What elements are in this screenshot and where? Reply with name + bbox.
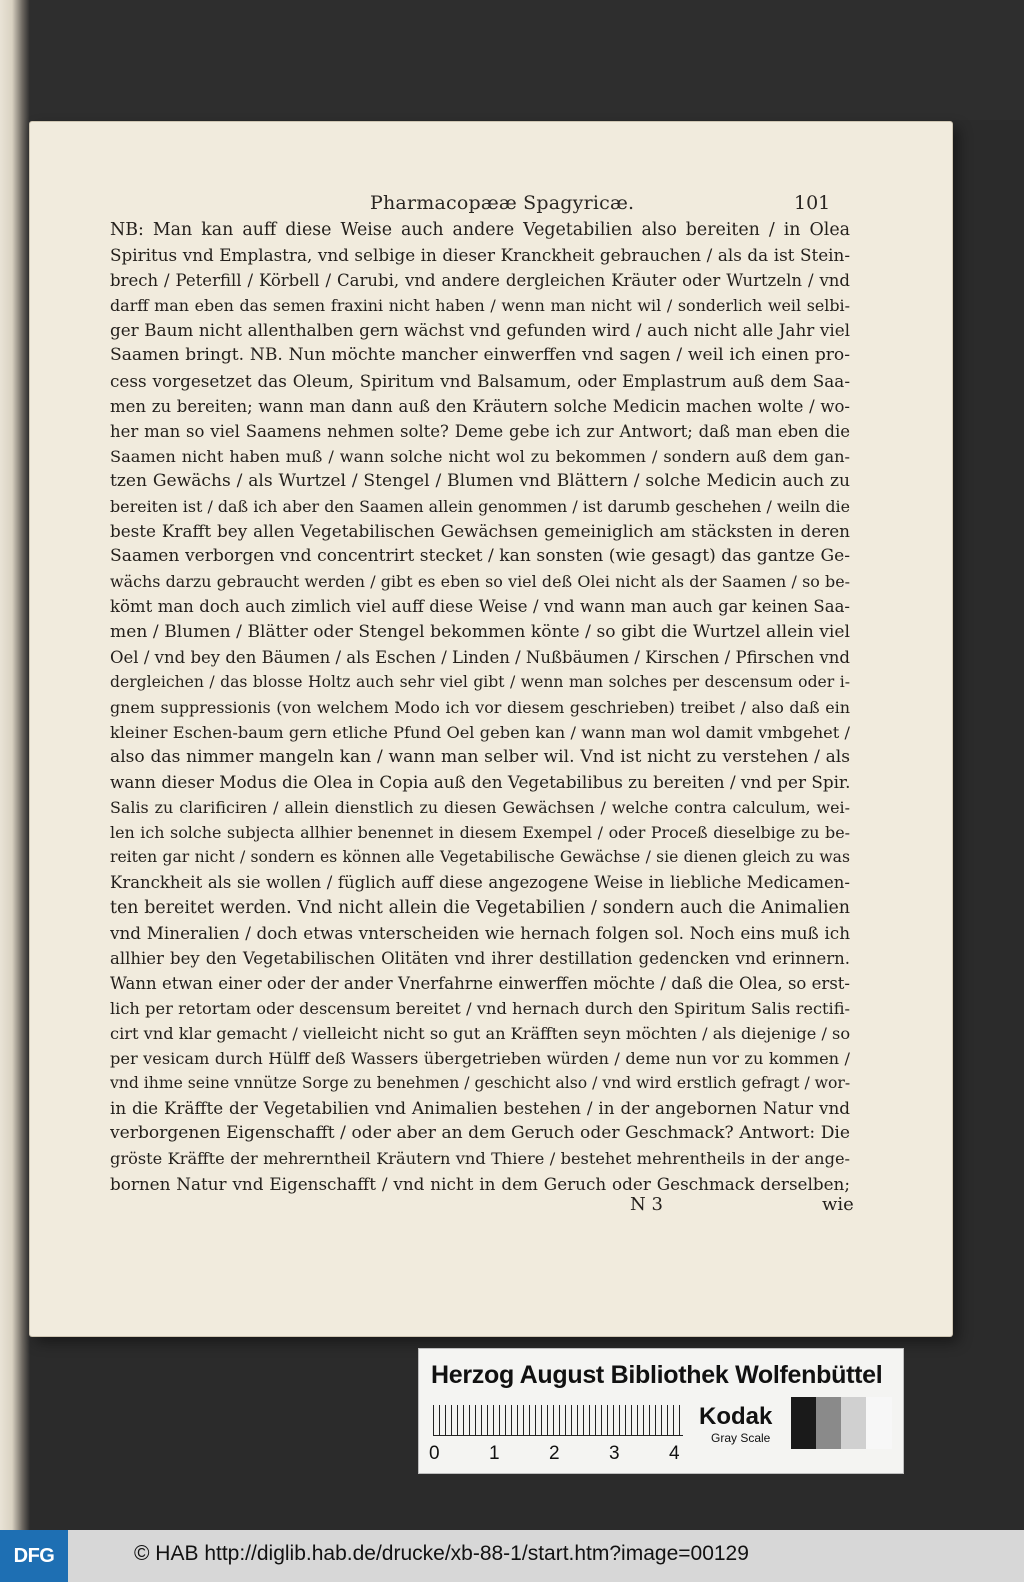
text-line: vnd ihme seine vnnütze Sorge zu benehmen / geschicht also / vnd wird erstlich gefragt / wor- [110,1074,850,1093]
text-line: tzen Gewächs / als Wurtzel / Stengel / Blumen vnd Blättern / solche Medicin auch zu [110,470,850,491]
text-line: len ich solche subjecta allhier benennet in diesem Exempel / oder Proceß dieselbige zu be- [110,823,850,843]
text-line: in die Kräffte der Vegetabilien vnd Animalien bestehen / in der angebornen Natur vnd [110,1098,850,1119]
text-line: gnem suppressionis (von welchem Modo ich vor diesem geschrieben) treibet / also daß ein [110,697,850,717]
text-line: brech / Peterfill / Körbell / Carubi, vnd andere dergleichen Kräuter oder Wurtzeln / vnd [110,271,850,291]
copyright-link[interactable]: © HAB http://diglib.hab.de/drucke/xb-88-1/start.htm?image=00129 [134,1542,749,1565]
text-line: Saamen verborgen vnd concentrirt stecket / kan sonsten (wie gesagt) das gantze Ge- [110,546,850,567]
scan-background [0,0,1024,120]
text-line: Oel / vnd bey den Bäumen / als Eschen / Linden / Nußbäumen / Kirschen / Pfirschen vnd [110,647,850,667]
text-line: bornen Natur vnd Eigenschafft / vnd nicht in dem Geruch oder Geschmack derselben; [110,1173,850,1194]
catchword: wie [822,1194,854,1215]
text-line: kömt man doch auch zimlich viel auff diese Weise / vnd wann man auch gar keinen Saa- [110,597,850,617]
gray-scale-label: Gray Scale [711,1431,771,1445]
text-line: cess vorgesetzet das Oleum, Spiritum vnd Balsamum, oder Emplastrum auß dem Saa- [110,370,850,391]
text-line: Saamen nicht haben muß / wann solche nicht wol zu bekommen / sondern auß dem gan- [110,446,850,466]
previous-page-edge [0,0,30,1530]
text-line: dergleichen / das blosse Holtz auch sehr viel gibt / wenn man solches per descensum oder i- [110,672,850,691]
kodak-logo: Kodak [699,1403,773,1430]
text-line: gröste Kräffte der mehrerntheil Kräutern vnd Thiere / bestehet mehrentheils in der ange- [110,1149,850,1169]
text-line: also das nimmer mangeln kan / wann man selber wil. Vnd ist nicht zu verstehen / als [110,746,850,767]
gray-patch [841,1397,867,1449]
text-line: Wann etwan einer oder der ander Vnerfahrne einwerffen möchte / daß die Olea, so erst- [110,973,850,993]
text-line: wächs darzu gebraucht werden / gibt es eben so viel deß Olei nicht als der Saamen / so be- [110,572,850,592]
text-line: cirt vnd klar gemacht / vielleicht nicht so gut an Kräfften seyn möchten / als diejenige / so [110,1024,850,1043]
ruler-number: 1 [489,1443,500,1464]
signature-mark: N 3 [630,1194,663,1215]
gray-patch [866,1397,892,1449]
text-line: Kranckheit als sie wollen / füglich auff diese angezogene Weise in liebliche Medicamen- [110,873,850,893]
text-line: men zu bereiten; wann man dann auß den Kräutern solche Medicin machen wolte / wo- [110,396,850,416]
text-line: beste Krafft bey allen Vegetabilischen Gewächsen gemeiniglich am stäcksten in deren [110,521,850,542]
text-line: Saamen bringt. NB. Nun möchte mancher einwerffen vnd sagen / weil ich einen pro- [110,345,850,366]
gray-patch [816,1397,842,1449]
running-head [30,192,952,216]
dfg-logo: DFG [0,1530,68,1582]
text-line: wann dieser Modus die Olea in Copia auß den Vegetabilibus zu bereiten / vnd per Spir. [110,772,850,793]
ruler-number: 4 [669,1443,680,1464]
body-text [110,218,850,1197]
text-line: kleiner Eschen-baum gern etliche Pfund Oel geben kan / wann man wol damit vmbgehet / [110,722,850,742]
page-footer [110,1194,854,1220]
text-line: reiten gar nicht / sondern es können alle Vegetabilische Gewächse / sie dienen gleich zu was [110,848,850,867]
page-number: 101 [794,192,831,214]
text-line: ger Baum nicht allenthalben gern wächst vnd gefunden wird / auch nicht alle Jahr viel [110,320,850,341]
ruler-number: 3 [609,1443,620,1464]
gray-scale-patches [791,1397,891,1449]
text-line: men / Blumen / Blätter oder Stengel bekommen könte / so gibt die Wurtzel allein viel [110,621,850,642]
text-line: Spiritus vnd Emplastra, vnd selbige in dieser Kranckheit gebrauchen / als da ist Stein- [110,245,850,266]
color-target-card [418,1348,904,1474]
text-line: vnd Mineralien / doch etwas vnterscheiden wie hernach folgen sol. Noch eins muß ich [110,922,850,943]
ruler-number: 2 [549,1443,560,1464]
text-line: verborgenen Eigenschafft / oder aber an dem Geruch oder Geschmack? Antwort: Die [110,1123,850,1144]
text-line: NB: Man kan auff diese Weise auch andere Vegetabilien also bereiten / in Olea [110,220,850,240]
footer-bar [68,1530,1024,1582]
gray-patch [791,1397,817,1449]
library-name: Herzog August Bibliothek Wolfenbüttel [431,1361,883,1389]
text-line: per vesicam durch Hülff deß Wassers übergetrieben würden / deme nun vor zu kommen / [110,1049,850,1069]
text-line: lich per retortam oder descensum bereitet / vnd hernach durch den Spiritum Salis rectifi- [110,998,850,1018]
text-line: her man so viel Saamens nehmen solte? Deme gebe ich zur Antwort; daß man eben die [110,421,850,441]
text-line: ten bereitet werden. Vnd nicht allein die Vegetabilien / sondern auch die Animalien [110,897,850,918]
book-page [30,122,952,1336]
ruler-number: 0 [429,1443,440,1464]
running-title: Pharmacopææ Spagyricæ. [370,192,635,214]
text-line: bereiten ist / daß ich aber den Saamen allein genommen / ist darumb geschehen / weiln die [110,497,850,517]
text-line: darff man eben das semen fraxini nicht haben / wenn man nicht wil / sonderlich weil selbi- [110,296,850,316]
text-line: allhier bey den Vegetabilischen Olitäten vnd ihrer destillation gedencken vnd erinnern. [110,948,850,968]
ruler-numbers [429,1443,699,1469]
text-line: Salis zu clarificiren / allein dienstlich zu diesen Gewächsen / welche contra calculum, wei- [110,798,850,818]
ruler-scale [433,1405,683,1436]
